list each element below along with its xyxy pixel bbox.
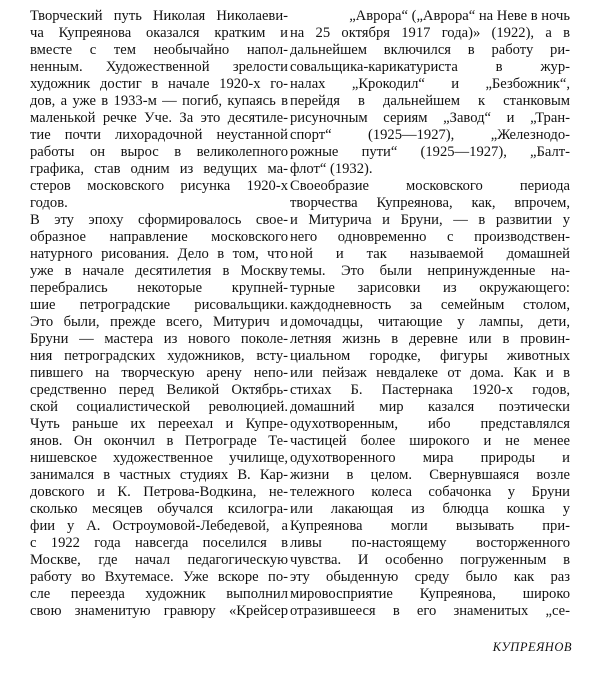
text-line: одухотворенным, ибо представлялся (290, 416, 570, 432)
text-line: работу во Вхутемасе. Уже вскоре по- (30, 569, 288, 585)
text-line: Купреянова могли вызывать при- (290, 518, 570, 534)
text-line: совальщика-карикатуриста в жур- (290, 59, 570, 75)
text-line: В эту эпоху сформировалось свое- (30, 212, 288, 228)
text-line: янов. Он окончил в Петрограде Те- (30, 433, 288, 449)
text-line: рожные пути“ (1925—1927), „Балт- (290, 144, 570, 160)
text-line: Бруни — мастера из нового поколе- (30, 331, 288, 347)
text-line: довского и К. Петрова-Водкина, не- (30, 484, 288, 500)
text-line: пившего на творческую арену непо- (30, 365, 288, 381)
text-line: налах „Крокодил“ и „Безбожник“, (290, 76, 570, 92)
text-line: темы. Это были непринужденные на- (290, 263, 570, 279)
text-line: турные зарисовки из окружающего: (290, 280, 570, 296)
running-title: КУПРЕЯНОВ (492, 640, 572, 654)
text-line: занимался в частных студиях В. Кар- (30, 467, 288, 483)
text-line: мировосприятие Купреянова, широко (290, 586, 570, 602)
text-line: или пейзаж невдалеке от дома. Как и в (290, 365, 570, 381)
text-line: уже в начале десятилетия в Москву (30, 263, 288, 279)
text-line: эту обыденную среду было как раз (290, 569, 570, 585)
text-line: шие петроградские рисовальщики. (30, 297, 288, 313)
text-line: перейдя в дальнейшем к станковым (290, 93, 570, 109)
text-line: частицей более широкого и не менее (290, 433, 570, 449)
text-line: ной и так называемой домашней (290, 246, 570, 262)
text-line: Чуть раньше их переехал и Купре- (30, 416, 288, 432)
text-line: отразившееся в его знаменитых „се- (290, 603, 570, 619)
text-line: ния петроградских художников, всту- (30, 348, 288, 364)
text-line: домочадцы, читающие у лампы, дети, (290, 314, 570, 330)
left-text-column (30, 8, 288, 620)
text-line: стихах Б. Пастернака 1920-х годов, (290, 382, 570, 398)
text-line: на 25 октября 1917 года)» (1922), а в (290, 25, 570, 41)
text-line: сколько месяцев обучался ксилогра- (30, 501, 288, 517)
text-line: перебрались некоторые крупней- (30, 280, 288, 296)
text-line: средственно перед Великой Октябрь- (30, 382, 288, 398)
text-line: нишевское художественное училище, (30, 450, 288, 466)
text-line: Творческий путь Николая Николаеви- (30, 8, 288, 24)
text-line: дов, а уже в 1933-м — погиб, купаясь в (30, 93, 288, 109)
text-line: ливы по-настоящему восторженного (290, 535, 570, 551)
text-line: свою знаменитую гравюру «Крейсер (30, 603, 288, 619)
text-line: Москве, где начал педагогическую (30, 552, 288, 568)
text-line: флот“ (1932). (290, 161, 373, 177)
text-line: Своеобразие московского периода (290, 178, 570, 194)
text-line: него одновременно с производствен- (290, 229, 570, 245)
text-line: тие почти лихорадочной неустанной (30, 127, 288, 143)
text-line: Это были, прежде всего, Митурич и (30, 314, 288, 330)
text-line: каждодневность за семейным столом, (290, 297, 570, 313)
text-line: образное направление московского (30, 229, 288, 245)
text-line: или лакающая из блюдца кошка у (290, 501, 570, 517)
text-line: ненным. Художественной зрелости (30, 59, 288, 75)
text-line: тележного колеса собачонка у Бруни (290, 484, 570, 500)
text-line: работы он вырос в великолепного (30, 144, 288, 160)
text-line: жизни в целом. Свернувшаяся возле (290, 467, 570, 483)
text-line: маленькой речке Уче. За это десятиле- (30, 110, 288, 126)
text-line: творчества Купреянова, как, впрочем, (290, 195, 570, 211)
text-line: спорт“ (1925—1927), „Железнодо- (290, 127, 570, 143)
text-line: и Митурича и Бруни, — в развитии у (290, 212, 570, 228)
text-line: графика, став одним из ведущих ма- (30, 161, 288, 177)
text-line: рисуночным сериям „Завод“ и „Тран- (290, 110, 570, 126)
text-line: летняя жизнь в деревне или в провин- (290, 331, 570, 347)
text-line: „Аврора“ („Аврора“ на Неве в ночь (349, 8, 570, 24)
text-line: стеров московского рисунка 1920-х (30, 178, 288, 194)
text-line: с 1922 года навсегда поселился в (30, 535, 288, 551)
text-line: годов. (30, 195, 68, 211)
text-line: сле переезда художник выполнил (30, 586, 288, 602)
text-line: чувства. И особенно погруженным в (290, 552, 570, 568)
text-line: ской социалистической революцией. (30, 399, 288, 415)
text-line: циальном городке, фигуры животных (290, 348, 570, 364)
text-line: одухотворенного мира природы и (290, 450, 570, 466)
text-line: домашний мир казался поэтически (290, 399, 570, 415)
text-line: ча Купреянова оказался кратким и (30, 25, 288, 41)
text-line: натурного рисования. Дело в том, что (30, 246, 288, 262)
text-line: вместе с тем необычайно напол- (30, 42, 288, 58)
right-text-column (290, 8, 570, 620)
text-line: фии у А. Остроумовой-Лебедевой, а (30, 518, 288, 534)
text-line: художник достиг в начале 1920-х го- (30, 76, 288, 92)
text-line: дальнейшем включился в работу ри- (290, 42, 570, 58)
